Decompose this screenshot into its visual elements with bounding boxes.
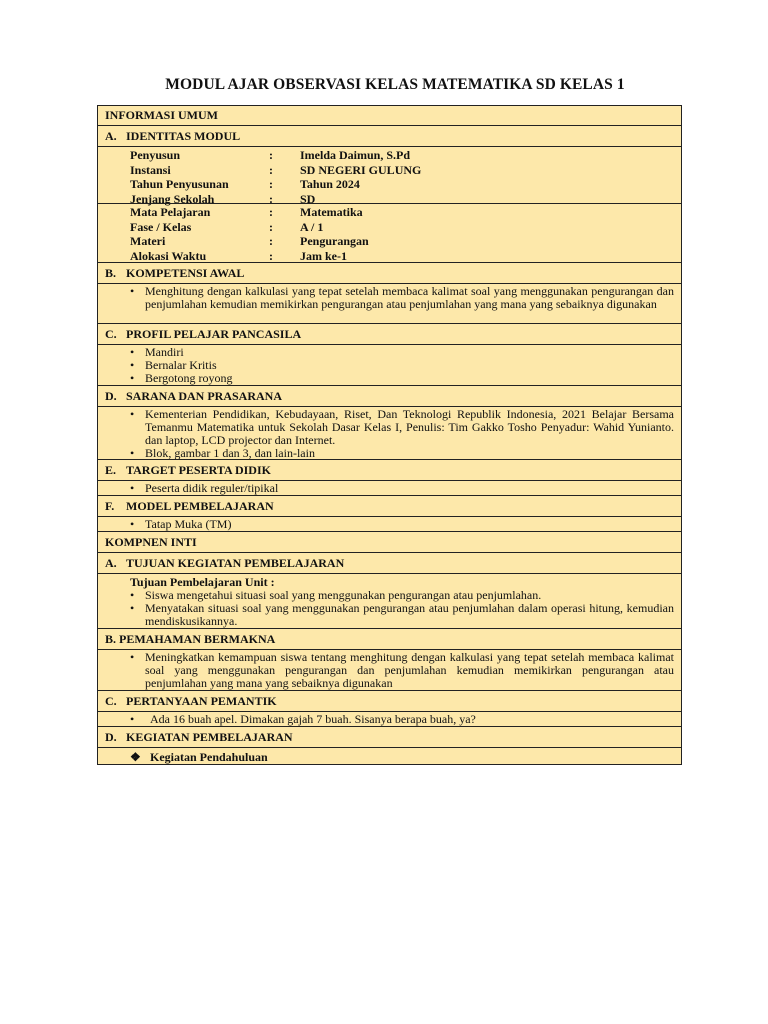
identity-colon: : [269,177,273,192]
section-label: TUJUAN KEGIATAN PEMBELAJARAN [126,556,345,570]
kompetensi-body [98,283,681,323]
identity-key: Penyusun [130,148,181,162]
informasi-umum-header: INFORMASI UMUM [105,108,218,122]
identity-row [130,148,674,163]
identity-colon: : [269,219,273,234]
section-letter: F. [105,499,115,513]
section-label: KEGIATAN PEMBELAJARAN [126,730,293,744]
sarana-header [98,385,681,406]
tujuan-subheader: Tujuan Pembelajaran Unit : [130,575,275,589]
model-header [98,495,681,516]
identity-colon: : [269,148,273,162]
target-body [98,480,681,495]
identity-value: SD NEGERI GULUNG [300,162,422,177]
list-item: • Mandiri [130,346,674,359]
identity-value: Pengurangan [300,234,369,249]
list-item: • Menyatakan situasi soal yang menggunakan pengurangan atau penjumlahan dalam operasi hitung, kemudian mendiskusikannya. [130,602,674,628]
identitas-group-1 [98,146,681,206]
list-item: • Tatap Muka (TM) [130,518,674,531]
identity-colon: : [269,248,273,263]
section-label: TARGET PESERTA DIDIK [126,463,271,477]
section-label: SARANA DAN PRASARANA [126,389,283,403]
sarana-body [98,406,681,459]
identity-value: Tahun 2024 [300,177,360,192]
identity-colon: : [269,191,273,206]
identity-key: Alokasi Waktu [130,248,207,263]
identity-colon: : [269,205,273,219]
list-item: • Meningkatkan kemampuan siswa tentang menghitung dengan kalkulasi yang tepat setelah membaca kalimat soal yang menggunakan pengurangan dan penjumlahan kemudian memikirkan pengurangan atau penjumlahan yang mana yang sebaiknya digunakan [130,651,674,690]
identity-row [130,220,674,235]
list-item: • Peserta didik reguler/tipikal [130,482,674,495]
identity-colon: : [269,162,273,177]
section-letter: E. [105,463,117,477]
tujuan-header [98,552,681,573]
identity-row [130,177,674,192]
diamond-bullet-icon: ❖ [130,750,141,764]
kompetensi-header [98,262,681,283]
list-item: • Siswa mengetahui situasi soal yang menggunakan pengurangan atau penjumlahan. [130,589,674,602]
identity-row [130,234,674,249]
identity-key: Fase / Kelas [130,219,192,234]
section-label: MODEL PEMBELAJARAN [126,499,274,513]
identity-value: A / 1 [300,219,324,234]
identitas-header [98,125,681,146]
kegiatan-subheader: Kegiatan Pendahuluan [150,750,268,764]
section-label: PERTANYAAN PEMANTIK [126,694,277,708]
pemahaman-body [98,649,681,690]
section-letter: C. [105,694,117,708]
profil-header [98,323,681,344]
section-letter: D. [105,730,117,744]
list-item: • Ada 16 buah apel. Dimakan gajah 7 buah. Sisanya berapa buah, ya? [130,713,674,726]
identity-value: Matematika [300,205,363,219]
tujuan-body [98,573,681,628]
profil-body [98,344,681,385]
section-label: KOMPETENSI AWAL [126,266,245,280]
model-body [98,516,681,531]
list-item: • Menghitung dengan kalkulasi yang tepat setelah membaca kalimat soal yang menggunakan pengurangan dan penjumlahan kemudian memikirkan pengurangan atau penjumlahan yang mana yang sebaiknya digunakan [130,285,674,311]
section-letter: D. [105,389,117,403]
identity-key: Mata Pelajaran [130,205,211,219]
kegiatan-header [98,726,681,747]
list-item: • Kementerian Pendidikan, Kebudayaan, Riset, Dan Teknologi Republik Indonesia, 2021 Belajar Bersama Temanmu Matematika untuk Sekolah Dasar Kelas I, Penulis: Tim Gakko Tosho Penyadur: Wahid Yunianto. dan laptop, LCD projector dan Internet. [130,408,674,447]
pertanyaan-header [98,690,681,711]
list-item: • Bernalar Kritis [130,359,674,372]
target-header [98,459,681,480]
section-label: PROFIL PELAJAR PANCASILA [126,327,302,341]
section-label: IDENTITAS MODUL [126,129,241,143]
document-title: MODUL AJAR OBSERVASI KELAS MATEMATIKA SD KELAS 1 [165,76,625,93]
identitas-group-2 [98,203,681,262]
identity-key: Materi [130,234,166,249]
list-item: • Blok, gambar 1 dan 3, dan lain-lain [130,447,674,460]
identity-row [130,163,674,178]
section-letter: C. [105,327,117,341]
identity-colon: : [269,234,273,249]
identity-value: Imelda Daimun, S.Pd [300,148,411,162]
identity-value: Jam ke-1 [300,248,347,263]
identity-key: Instansi [130,162,171,177]
komponen-inti-header: KOMPNEN INTI [98,531,681,552]
identity-key: Jenjang Sekolah [130,191,215,206]
section-letter: A. [105,129,117,143]
list-item: • Bergotong royong [130,372,674,385]
identity-value: SD [300,191,316,206]
pertanyaan-body [98,711,681,726]
section-letter: B. [105,266,117,280]
module-table [97,105,682,765]
identity-row [130,205,674,220]
identity-key: Tahun Penyusunan [130,177,229,192]
pemahaman-header: B. PEMAHAMAN BERMAKNA [98,628,681,649]
kegiatan-body [98,747,681,764]
section-letter: A. [105,556,117,570]
